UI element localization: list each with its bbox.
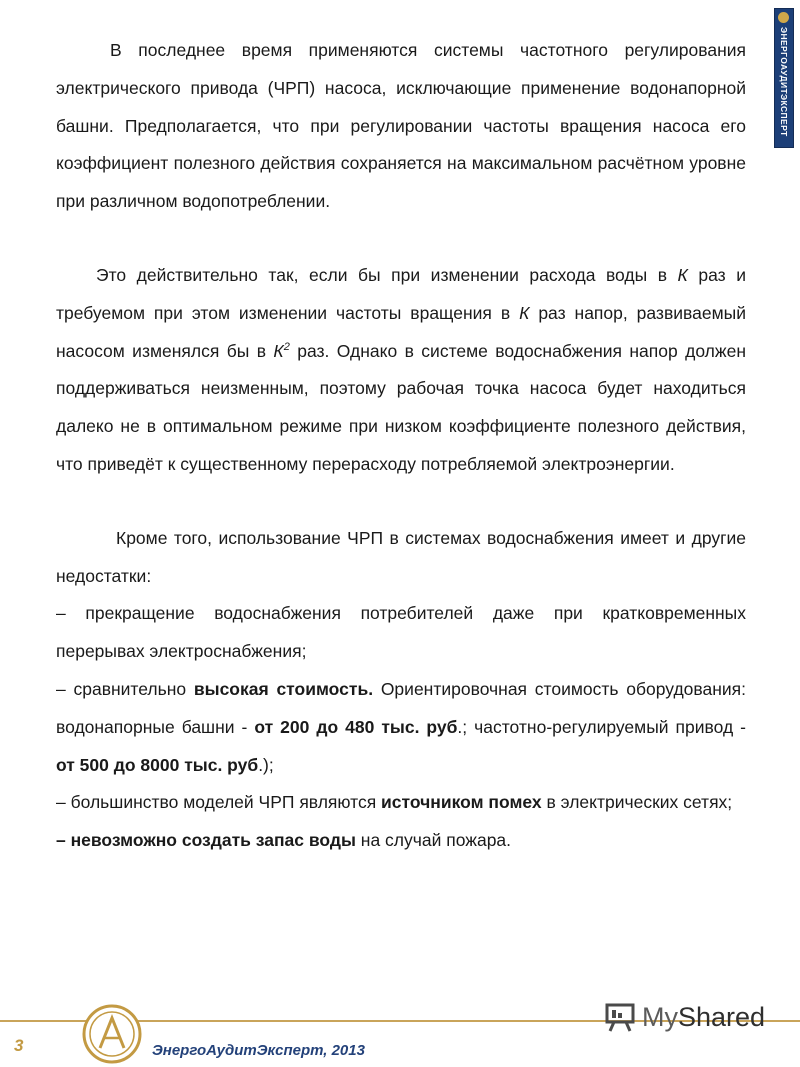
side-logo-text: ЭНЕРГОАУДИТЭКСПЕРТ bbox=[779, 27, 789, 137]
item4-bold-1: – невозможно создать запас воды bbox=[56, 830, 356, 851]
list-item-power-outage: – прекращение водоснабжения потребителей даже при кратковременных перерывах электроснабжения; bbox=[56, 603, 746, 662]
item2-bold-3: от 500 до 8000 тыс. руб bbox=[56, 754, 259, 775]
footer-brand: ЭнергоАудитЭксперт, 2013 bbox=[152, 1042, 365, 1059]
paragraph-drawbacks-intro: Кроме того, использование ЧРП в системах водоснабжения имеет и другие недостатки: bbox=[56, 527, 746, 586]
item2-text-3: .; частотно-регулируемый привод - bbox=[457, 716, 746, 737]
company-emblem-icon bbox=[778, 12, 789, 23]
paragraph-explanation bbox=[56, 257, 746, 484]
item2-text-1: – сравнительно bbox=[56, 678, 194, 699]
item3-bold-1: источником помех bbox=[381, 792, 542, 813]
slide-body bbox=[56, 32, 746, 860]
item2-text-2: Ориентировочная стоимость оборудования: водонапорные башни - bbox=[56, 678, 746, 737]
presentation-board-icon bbox=[604, 1001, 636, 1033]
watermark-shared: Shared bbox=[678, 1001, 766, 1032]
company-emblem-icon bbox=[82, 1004, 142, 1064]
item3-text-2: в электрических сетях; bbox=[541, 792, 733, 813]
list-item-high-cost bbox=[56, 671, 746, 784]
item2-bold-1: высокая стоимость. bbox=[193, 678, 374, 699]
p2-text-3: раз напор, развиваемый насосом изменялся бы в bbox=[56, 302, 746, 361]
item3-text-1: – большинство моделей ЧРП являются bbox=[56, 792, 382, 813]
watermark-my: My bbox=[642, 1001, 678, 1032]
item2-bold-2: от 200 до 480 тыс. руб bbox=[254, 716, 458, 737]
myshared-watermark bbox=[604, 1001, 765, 1033]
item2-text-4: .); bbox=[258, 754, 274, 775]
paragraph-intro: В последнее время применяются системы частотного регулирования электрического привода (ЧРП) насоса, исключающие применение водонапорной башни. Предполагается, что при регулировании частоты вращения насоса его коэффициент полезного действия сохраняется на максимальном расчётном уровне при различном водопотреблении. bbox=[56, 40, 746, 212]
p2-text-2: раз и требуемом при этом изменении частоты вращения в bbox=[56, 264, 746, 323]
p2-k-3: К bbox=[273, 340, 284, 361]
p2-text-1: Это действительно так, если бы при изменении расхода воды в bbox=[96, 264, 678, 285]
item4-text-1: на случай пожара. bbox=[355, 830, 512, 851]
p2-text-4: раз. Однако в системе водоснабжения напор должен поддерживаться неизменным, поэтому рабочая точка насоса будет находиться далеко не в оптимальном режиме при низком коэффициенте полезного действия, что приведёт к существенному перерасходу потребляемой электроэнергии. bbox=[56, 340, 746, 474]
side-logo bbox=[774, 8, 794, 148]
list-item-interference bbox=[56, 784, 746, 822]
p2-k-1: К bbox=[677, 264, 688, 285]
page-number: 3 bbox=[14, 1036, 24, 1055]
p2-superscript: 2 bbox=[283, 340, 290, 353]
list-item-water-reserve bbox=[56, 822, 746, 860]
p2-k-2: К bbox=[519, 302, 530, 323]
